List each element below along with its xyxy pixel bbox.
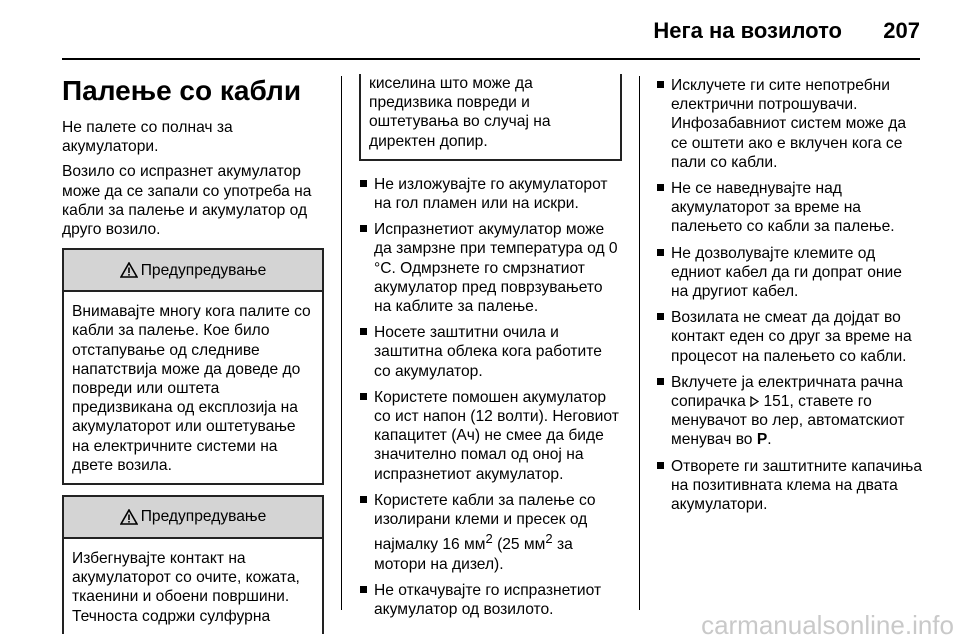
warning-triangle-icon (120, 509, 138, 525)
triangle-pointer-icon (750, 396, 759, 407)
gear-position-p: P (756, 431, 768, 449)
bullet-list (656, 76, 922, 514)
warning-text: Внимавајте многу кога палите со кабли за палење. Кое било отстапување од следниве напатствија може да доведе до повреди или оштета предизвикана од експлозија на акумулаторот или оштетување на електричните системи на двете возила. (72, 303, 311, 474)
list-item-text: Исклучете ги сите непотребни електрични потрошувачи. Инфозабавниот систем може да се оштети ако е вклучен кога се пали со кабли. (671, 77, 907, 171)
page-header (0, 0, 960, 62)
intro-paragraph-2: Возило со испразнет акумулатор може да се запали со употреба на кабли за палење и акумулатор од друго возило. (62, 163, 312, 239)
page-number: 207 (883, 18, 920, 43)
page-ref-link[interactable] (750, 393, 789, 410)
warning-triangle-icon (120, 262, 138, 278)
list-item-text: Испразнетиот акумулатор може да замрзне при температура од 0 °C. Одмрзнете го смрзнатиот акумулатор пред поврзувањето на каблите за палење. (374, 221, 618, 316)
watermark: carmanualsonline.info (701, 610, 954, 640)
warning-text: Избегнувајте контакт на акумулаторот со очите, кожата, ткаенини и обоени површини. Течноста содржи сулфурна (72, 550, 300, 625)
column-divider-1 (341, 76, 342, 610)
superscript: 2 (545, 531, 553, 547)
list-item-text: Користете помошен акумулатор со ист напон (12 волти). Неговиот капацитет (Ач) не смее да биде значително помал од оној на испразнетиот акумулатор. (374, 388, 619, 483)
column-divider-2 (639, 76, 640, 610)
list-item-text: Не се наведнувајте над акумулаторот за време на палењето со кабли за палење. (671, 180, 895, 236)
list-item (656, 457, 922, 515)
warning-box-header (64, 497, 322, 539)
list-item (656, 179, 922, 237)
superscript: 2 (485, 531, 493, 547)
list-item (656, 244, 922, 302)
list-item (359, 220, 622, 316)
warning-box-2 (62, 495, 324, 634)
list-item-text: . (767, 431, 772, 449)
column-2 (359, 74, 622, 626)
list-item-text: Носете заштитни очила и заштитна облека кога работите со акумулатор. (374, 324, 602, 380)
list-item (359, 175, 622, 213)
header-rule (62, 58, 920, 60)
column-1 (62, 74, 324, 634)
list-item (359, 491, 622, 574)
warning-box-1 (62, 248, 324, 485)
warning-title: Предупредување (140, 261, 267, 279)
list-item-text: Возилата не смеат да дојдат во контакт еден со друг за време на процесот на палењето со кабли. (671, 309, 912, 365)
list-item (359, 323, 622, 381)
warning-box-continued (359, 74, 622, 161)
column-3 (656, 74, 922, 521)
list-item-text: Вклучете ја електричната рачна сопирачка (671, 373, 903, 411)
list-item (359, 388, 622, 484)
intro-paragraph-1: Не палете со полнач за акумулатори. (62, 119, 233, 156)
list-item-text: Користете кабли за палење со изолирани клеми и пресек од најмалку 16 мм (374, 491, 596, 554)
list-item-text: за мотори на дизел). (374, 536, 573, 573)
list-item-text: Отворете ги заштитните капачиња на позитивната клема на двата акумулатори. (671, 457, 922, 514)
list-item (656, 373, 922, 450)
list-item (656, 76, 922, 172)
list-item (656, 308, 922, 366)
warning-title: Предупредување (140, 508, 267, 526)
header-title: Нега на возилото (653, 18, 842, 43)
bullet-list (359, 175, 622, 619)
list-item-text: , ставете го менувачот во лер, автоматскиот менувач во (671, 393, 905, 449)
list-item-text: Не изложувајте го акумулаторот на гол пламен или на искри. (374, 175, 608, 213)
warning-box-header (64, 250, 322, 292)
list-item-text: Не дозволувајте клемите од едниот кабел да ги допрат оние на другиот кабел. (671, 244, 902, 301)
page-ref-number: 151 (759, 393, 790, 411)
warning-text-continued: киселина што може да предизвика повреди и оштетувања во случај на директен допир. (369, 75, 551, 150)
section-title: Палење со кабли (62, 75, 302, 106)
list-item-text: Не откачувајте го испразнетиот акумулатор од возилото. (374, 581, 602, 619)
list-item (359, 581, 622, 619)
list-item-text: (25 мм (492, 536, 546, 554)
